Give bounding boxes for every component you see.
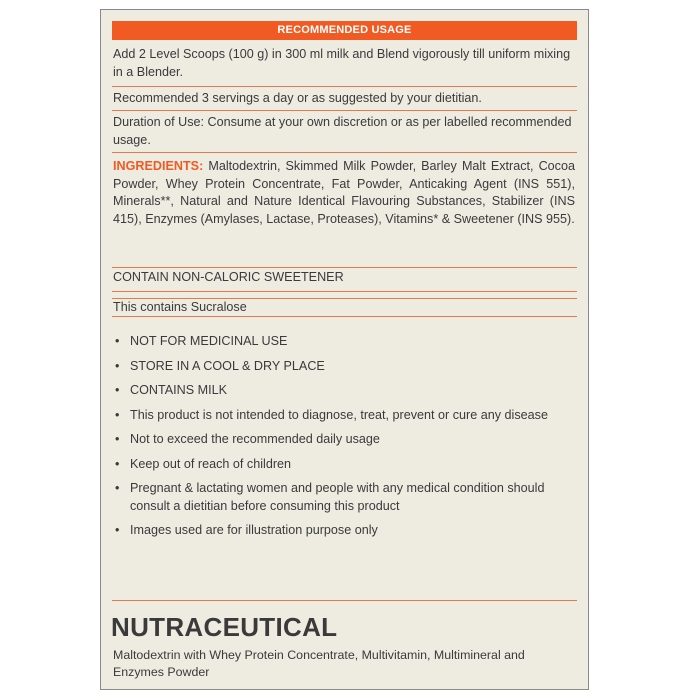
usage-instruction-blend: Add 2 Level Scoops (100 g) in 300 ml milk and Blend vigorously till uniform mixing in a Blender. <box>113 47 571 79</box>
bullet-marker: • <box>115 456 120 471</box>
list-item: • STORE IN A COOL & DRY PLACE <box>113 358 583 376</box>
list-item: • Not to exceed the recommended daily usage <box>113 431 583 449</box>
divider <box>112 291 577 292</box>
ingredients-text: Maltodextrin, Skimmed Milk Powder, Barley Malt Extract, Cocoa Powder, Whey Protein Concentrate, Fat Powder, Anticaking Agent (INS 551), Minerals**, Natural and Nature Identical Flavouring Substances, Stabilizer (INS 415), Enzymes (Amylases, Lactase, Proteases), Vitamins* & Sweetener (INS 955). <box>113 159 575 226</box>
product-description: Maltodextrin with Whey Protein Concentrate, Multivitamin, Multimineral and Enzymes Powder <box>113 648 525 679</box>
bullet-marker: • <box>115 407 120 422</box>
divider <box>112 86 577 87</box>
usage-instruction-servings: Recommended 3 servings a day or as suggested by your dietitian. <box>113 91 482 105</box>
list-item: • Keep out of reach of children <box>113 456 583 474</box>
label-panel <box>100 9 589 690</box>
divider <box>112 152 577 153</box>
product-category-title: NUTRACEUTICAL <box>111 612 338 642</box>
divider <box>112 600 577 601</box>
list-item: • CONTAINS MILK <box>113 382 583 400</box>
bullet-marker: • <box>115 481 120 495</box>
bullet-marker: • <box>115 383 120 397</box>
list-item: • Pregnant & lactating women and people with any medical condition should consult a dietitian before consuming this product <box>115 481 545 513</box>
bullet-marker: • <box>115 358 120 373</box>
bullet-marker: • <box>115 432 120 446</box>
bullet-marker: • <box>115 334 120 348</box>
divider <box>112 110 577 111</box>
ingredients-label: INGREDIENTS: <box>113 159 204 173</box>
warnings-list <box>113 333 583 547</box>
bullet-marker: • <box>115 523 120 537</box>
list-item: • NOT FOR MEDICINAL USE <box>113 333 583 351</box>
divider <box>112 267 577 268</box>
list-item: • This product is not intended to diagnose, treat, prevent or cure any disease <box>113 407 583 425</box>
sweetener-heading: CONTAIN NON-CALORIC SWEETENER <box>113 270 344 284</box>
recommended-usage-header: RECOMMENDED USAGE <box>112 21 577 40</box>
divider <box>112 316 577 317</box>
sweetener-note: This contains Sucralose <box>113 300 247 314</box>
ingredients-block <box>113 158 575 228</box>
list-item: • Images used are for illustration purpose only <box>113 522 583 540</box>
usage-instruction-duration: Duration of Use: Consume at your own discretion or as per labelled recommended usage. <box>113 115 572 147</box>
